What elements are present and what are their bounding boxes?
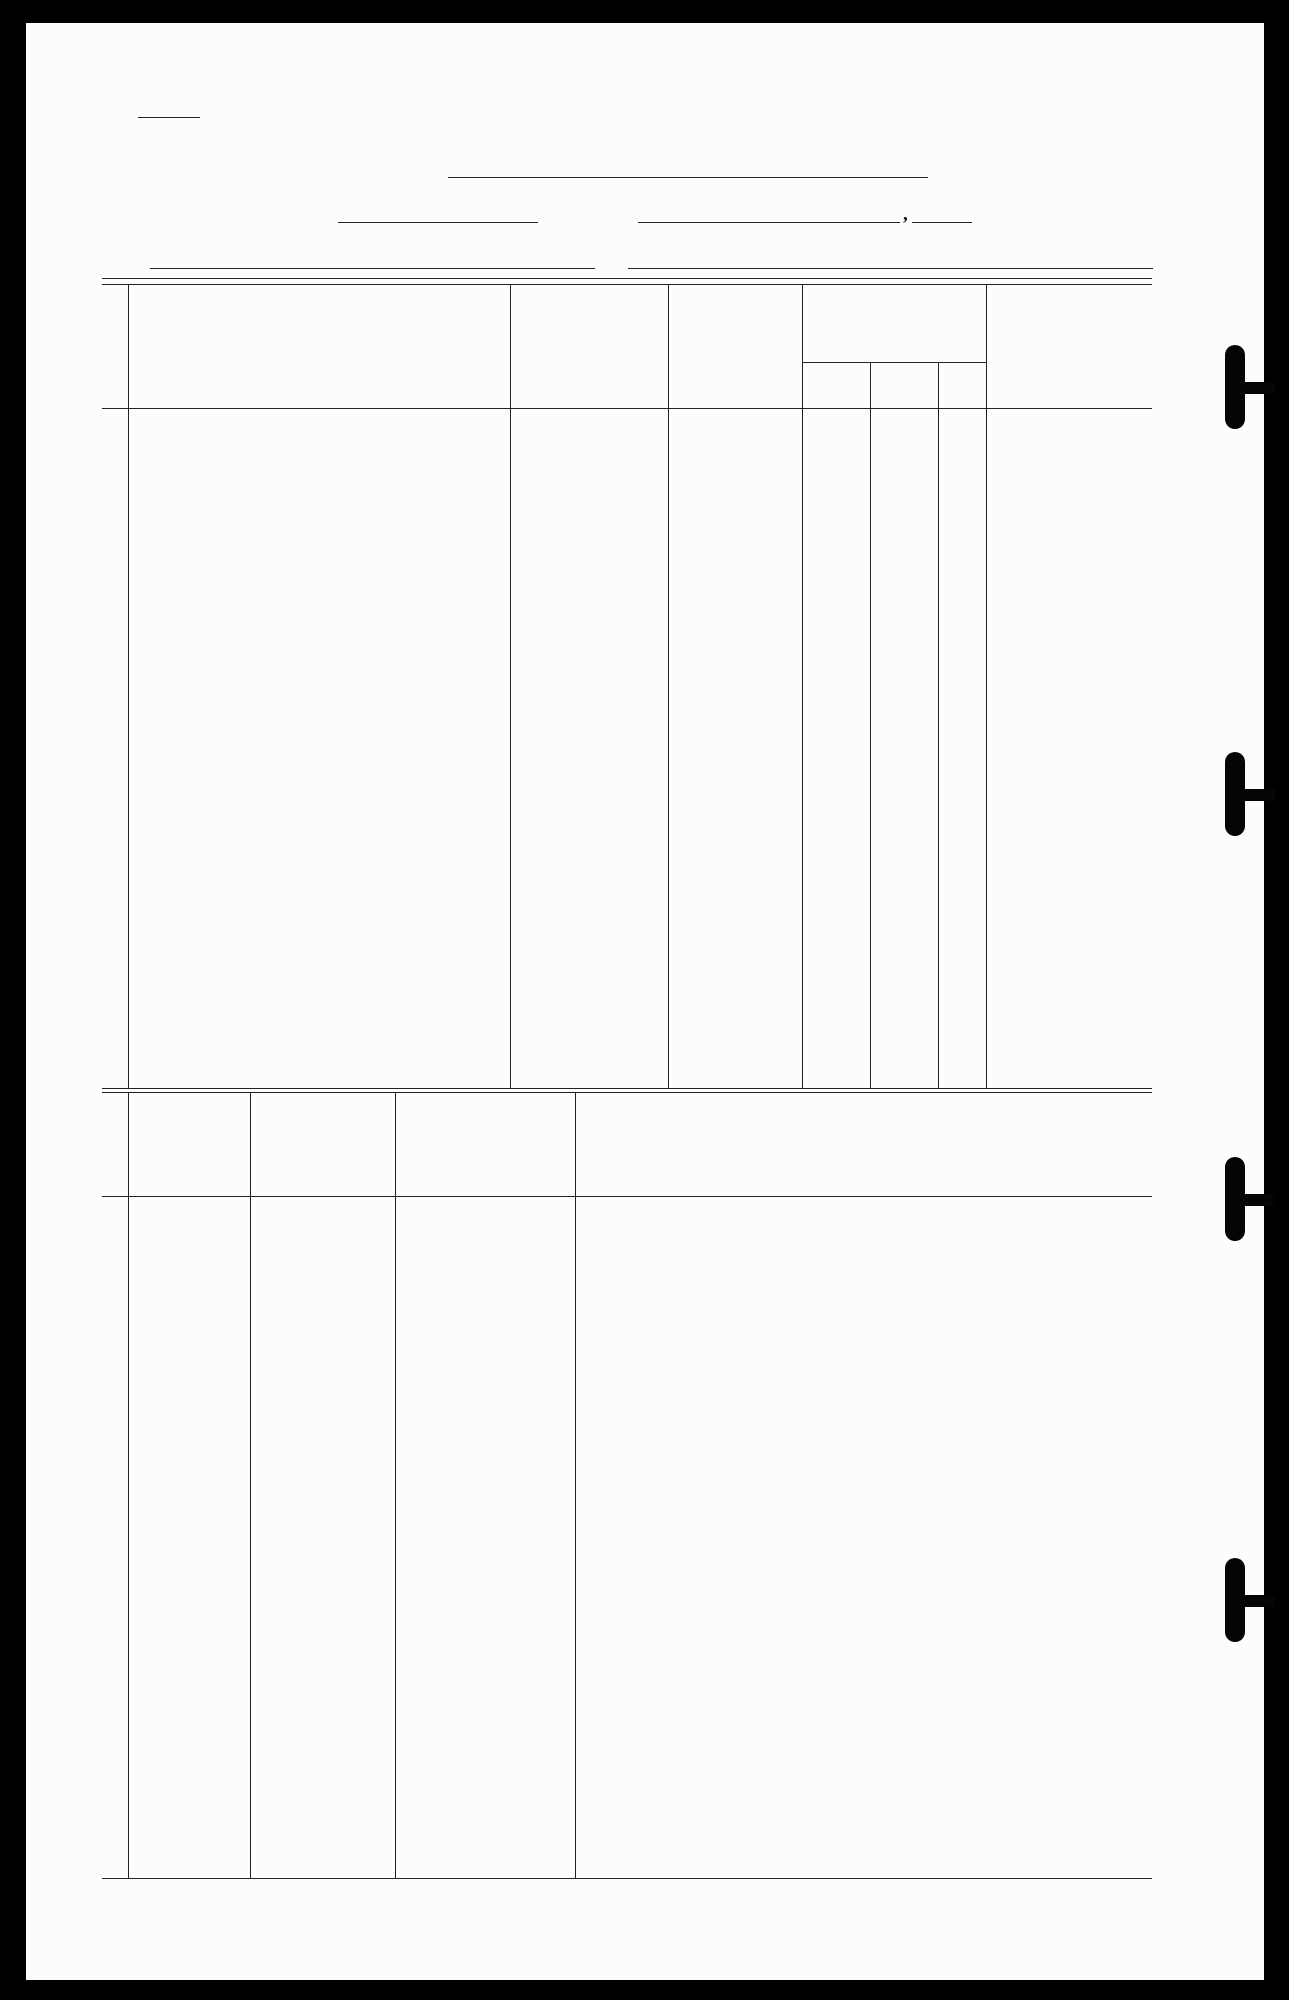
document-page [26, 23, 1264, 1980]
binder-hole [1225, 345, 1245, 429]
year-prefix: , [903, 204, 908, 225]
binder-hole [1225, 1558, 1245, 1642]
binder-hole [1225, 752, 1245, 836]
binder-hole [1225, 1157, 1245, 1241]
